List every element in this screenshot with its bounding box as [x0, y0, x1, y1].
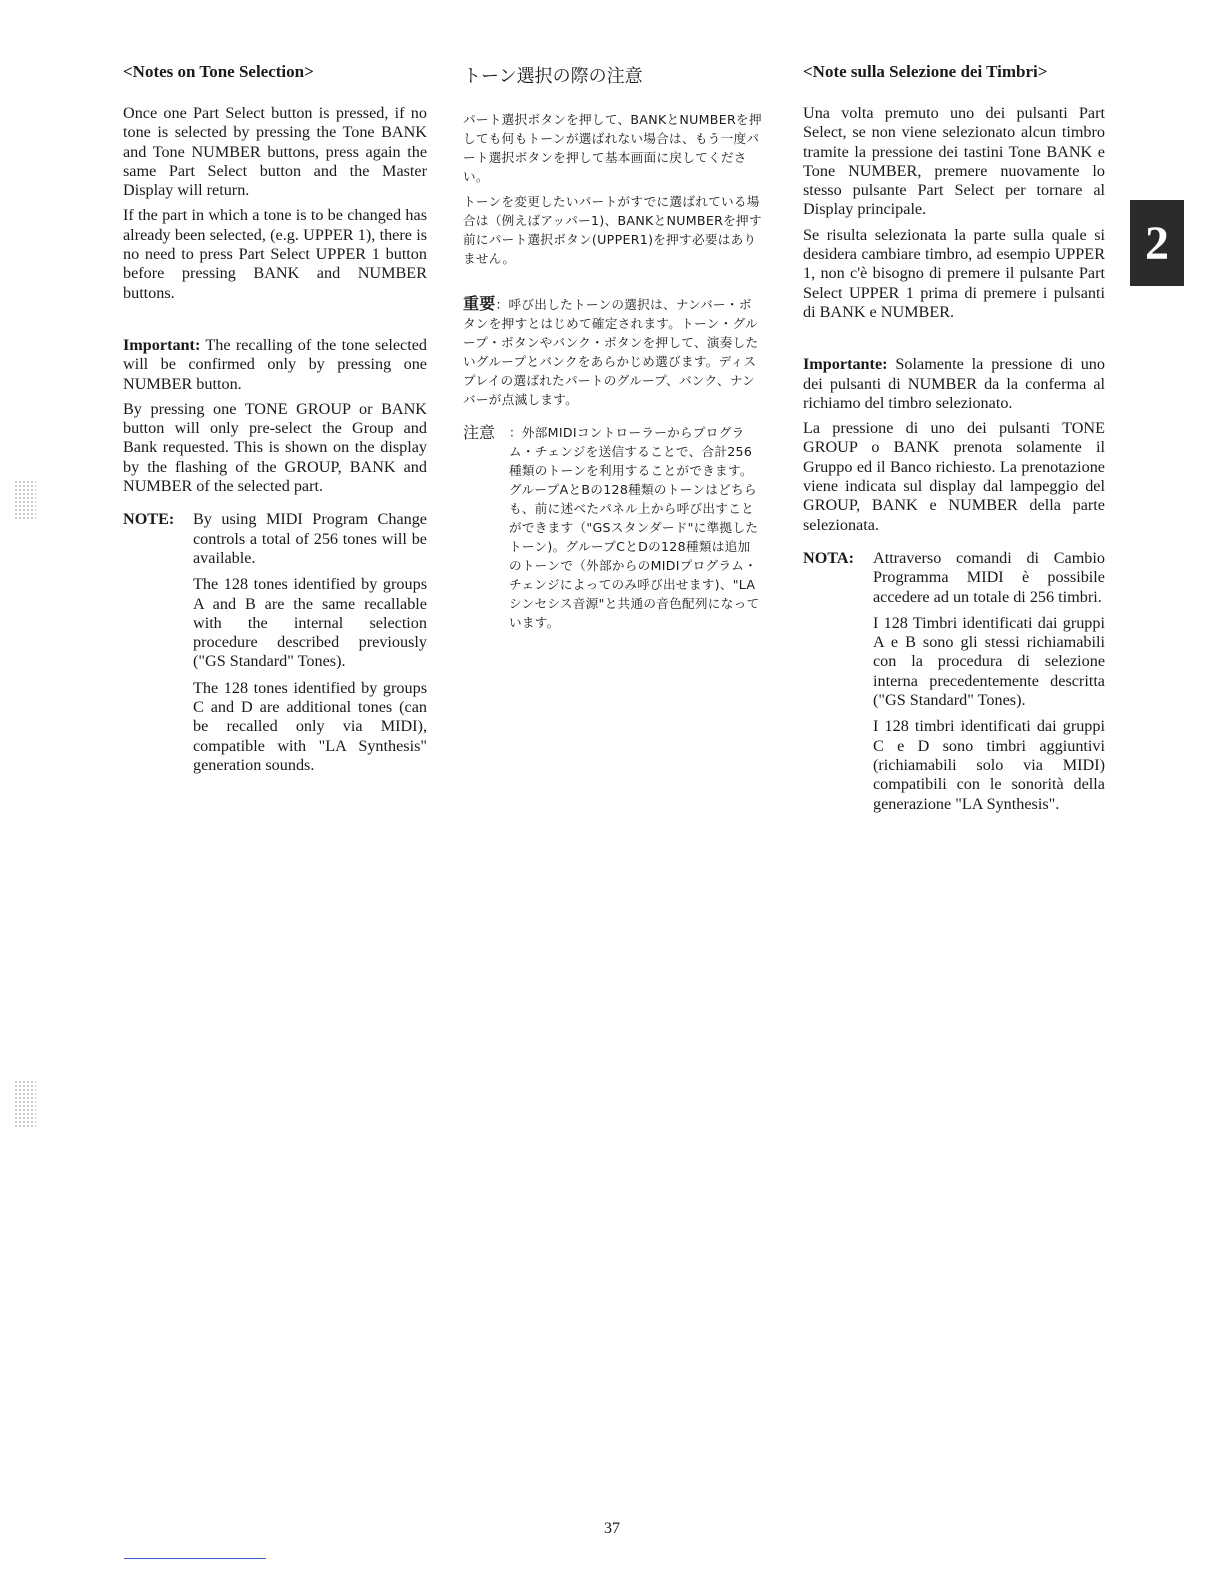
note-label: 注意: [463, 423, 496, 442]
scan-speckle-bottom: [14, 1080, 36, 1128]
english-paragraph-1: Once one Part Select button is pressed, if no tone is selected by pressing the Tone BANK and Tone NUMBER buttons, press again the same Part Select button and the Master Display will return.: [123, 104, 427, 200]
note-body: [509, 423, 763, 632]
italian-paragraph-2: Se risulta selezionata la parte sulla quale si desidera cambiare timbro, ad esempio UPPER 1, non c'è bisogno di premere il pulsante Part Select UPPER 1 prima di premere i pulsanti di BANK e NUMBER.: [803, 225, 1105, 321]
note-paragraph-2: I 128 Timbri identificati dai gruppi A e B sono gli stessi richiamabili con la procedura di selezione interna precedentemente descritta ("GS Standard" Tones).: [873, 613, 1105, 710]
english-paragraph-2: If the part in which a tone is to be changed has already been selected, (e.g. UPPER 1), there is no need to press Part Select UPPER 1 button before pressing BANK and NUMBER buttons.: [123, 206, 427, 302]
important-text: ：呼び出したトーンの選択は、ナンバー・ボタンを押すとはじめて確定されます。トーン・グループ・ボタンやバンク・ボタンを押して、演奏したいグループとバンクをあらかじめ選びます。ディスプレイの選ばれたパートのグループ、バンク、ナンバーが点滅します。: [463, 297, 759, 407]
italian-paragraph-1: Una volta premuto uno dei pulsanti Part Select, se non viene selezionato alcun timbro tramite la pressione dei tastini Tone BANK e Tone NUMBER, premere nuovamente lo stesso pulsante Part Select per tornare al Display principale.: [803, 104, 1105, 219]
page-number: 37: [604, 1520, 620, 1537]
note-label: NOTE:: [123, 510, 175, 529]
japanese-heading: トーン選択の際の注意: [463, 66, 643, 87]
japanese-note: [463, 423, 763, 632]
italian-note: [803, 549, 1105, 821]
japanese-paragraph-2: トーンを変更したいパートがすでに選ばれている場合は（例えばアッパー1)、BANKとNUMBERを押す前にパート選択ボタン(UPPER1)を押す必要はありません。: [463, 194, 762, 266]
footer-divider: [124, 1558, 266, 1559]
english-column: [123, 62, 427, 782]
important-label: 重要: [463, 294, 496, 313]
italian-paragraph-3: La pressione di uno dei pulsanti TONE GROUP o BANK prenota solamente il Gruppo ed il Banco richiesto. La prenotazione viene indicata sul display dal lampeggio del GROUP, BANK e NUMBER della parte selezionata.: [803, 419, 1105, 534]
chapter-tab: 2: [1130, 200, 1184, 286]
japanese-paragraph-1: パート選択ボタンを押して、BANKとNUMBERを押しても何もトーンが選ばれない場合は、もう一度パート選択ボタンを押して基本画面に戻してください。: [463, 112, 762, 184]
italian-important: [803, 355, 1105, 413]
note-paragraph: ：外部MIDIコントローラーからプログラム・チェンジを送信することで、合計256種類のトーンを利用することができます。グループAとBの128種類のトーンはどちらも、前に述べたパネル上から呼び出すことができます（"GSスタンダード"に準拠したトーン)。グループCとDの128種類は追加のトーンで（外部からのMIDIプログラム・チェンジによってのみ呼び出せます)、"LAシンセシス音源"と共通の音色配列になっています。: [509, 425, 760, 630]
italian-column: [803, 62, 1105, 821]
important-label: Important:: [123, 335, 201, 354]
japanese-column: [463, 62, 763, 632]
english-important: [123, 336, 427, 394]
note-paragraph-3: I 128 timbri identificati dai gruppi C e D sono timbri aggiuntivi (richiamabili solo via MIDI) compatibili con le sonorità della generazione "LA Synthesis".: [873, 717, 1105, 813]
important-text: The recalling of the tone selected will be confirmed only by pressing one NUMBER button.: [123, 335, 427, 393]
english-note: [123, 510, 427, 782]
note-paragraph-1: Attraverso comandi di Cambio Programma MIDI è possibile accedere ad un totale di 256 timbri.: [873, 548, 1105, 606]
japanese-important: [463, 294, 763, 409]
english-heading: <Notes on Tone Selection>: [123, 62, 314, 81]
note-paragraph-3: The 128 tones identified by groups C and D are additional tones (can be recalled only via MIDI), compatible with "LA Synthesis" generation sounds.: [193, 678, 427, 774]
english-paragraph-3: By pressing one TONE GROUP or BANK button will only pre-select the Group and Bank requested. This is shown on the display by the flashing of the GROUP, BANK and NUMBER of the selected part.: [123, 399, 427, 496]
important-label: Importante:: [803, 355, 888, 374]
note-label: NOTA:: [803, 548, 854, 567]
note-body: [873, 549, 1105, 821]
note-body: [193, 510, 427, 782]
italian-heading: <Note sulla Selezione dei Timbri>: [803, 62, 1048, 81]
note-paragraph-1: By using MIDI Program Change controls a total of 256 tones will be available.: [193, 510, 427, 567]
note-paragraph-2: The 128 tones identified by groups A and B are the same recallable with the internal selection procedure described previously ("GS Standard" Tones).: [193, 575, 427, 671]
important-text: Solamente la pressione di uno dei pulsanti di NUMBER da la conferma al richiamo del timbro selezionato.: [803, 355, 1105, 412]
scan-speckle-top: [14, 480, 36, 520]
